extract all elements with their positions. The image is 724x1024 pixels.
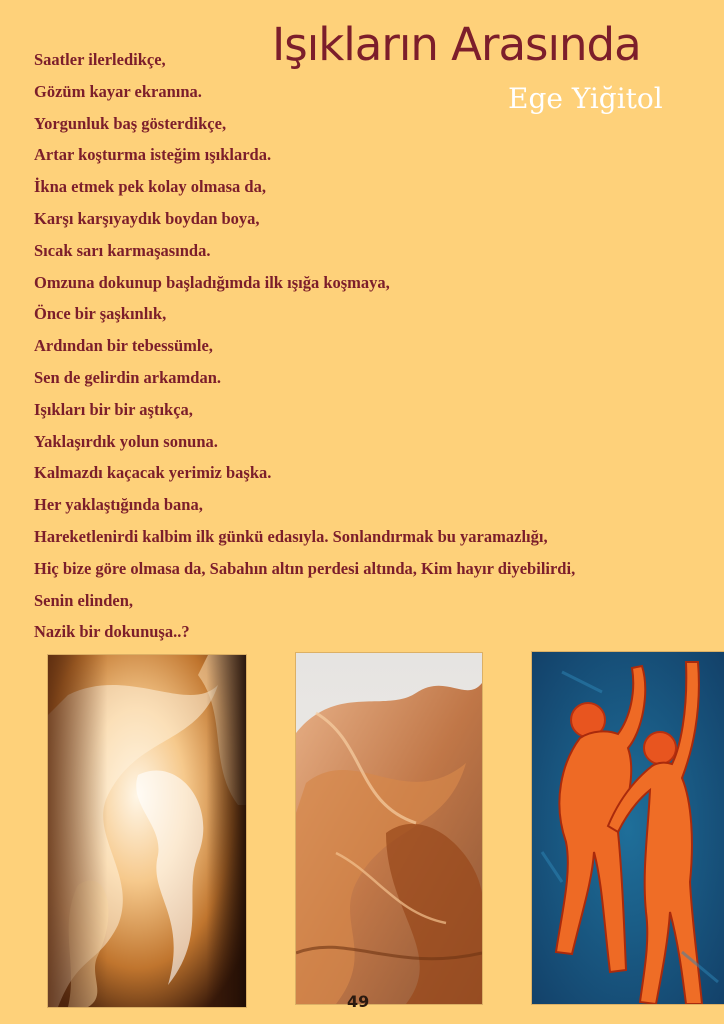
poem-line: Her yaklaştığında bana, bbox=[34, 495, 203, 515]
poem bbox=[34, 44, 674, 648]
fabric-photo bbox=[296, 653, 482, 1004]
poem-line: Sen de gelirdin arkamdan. bbox=[34, 367, 222, 387]
poem-line: Omzuna dokunup başladığımda ilk ışığa koşmaya, bbox=[34, 272, 390, 292]
poem-line: Hareketlenirdi kalbim ilk günkü edasıyla. Sonlandırmak bu yaramazlığı, bbox=[34, 526, 548, 546]
page-number: 49 bbox=[347, 992, 370, 1011]
poem-line: Karşı karşıyaydık boydan boya, bbox=[34, 208, 260, 228]
poem-line: Ardından bir tebessümle, bbox=[34, 336, 213, 356]
poem-line: Gözüm kayar ekranına. bbox=[34, 81, 202, 101]
page-title: Işıkların Arasında bbox=[272, 18, 641, 71]
poem-line: Hiç bize göre olmasa da, Sabahın altın perdesi altında, Kim hayır diyebilirdi, bbox=[34, 558, 576, 578]
poem-line: İkna etmek pek kolay olmasa da, bbox=[34, 177, 266, 197]
poem-line: Sıcak sarı karmaşasında. bbox=[34, 240, 211, 260]
poem-line: Nazik bir dokunuşa..? bbox=[34, 622, 190, 642]
dancers-painting bbox=[532, 652, 724, 1004]
poem-line: Artar koşturma isteğim ışıklarda. bbox=[34, 145, 272, 165]
author-name: Ege Yiğitol bbox=[508, 82, 663, 115]
poem-line: Saatler ilerledikçe, bbox=[34, 50, 166, 69]
poem-line: Yorgunluk baş gösterdikçe, bbox=[34, 113, 227, 133]
poem-line: Kalmazdı kaçacak yerimiz başka. bbox=[34, 463, 272, 483]
poem-line: Önce bir şaşkınlık, bbox=[34, 304, 167, 324]
poem-line: Işıkları bir bir aştıkça, bbox=[34, 399, 193, 419]
flames-photo bbox=[48, 655, 246, 1007]
poem-line: Yaklaşırdık yolun sonuna. bbox=[34, 431, 218, 451]
poem-line: Senin elinden, bbox=[34, 590, 134, 610]
